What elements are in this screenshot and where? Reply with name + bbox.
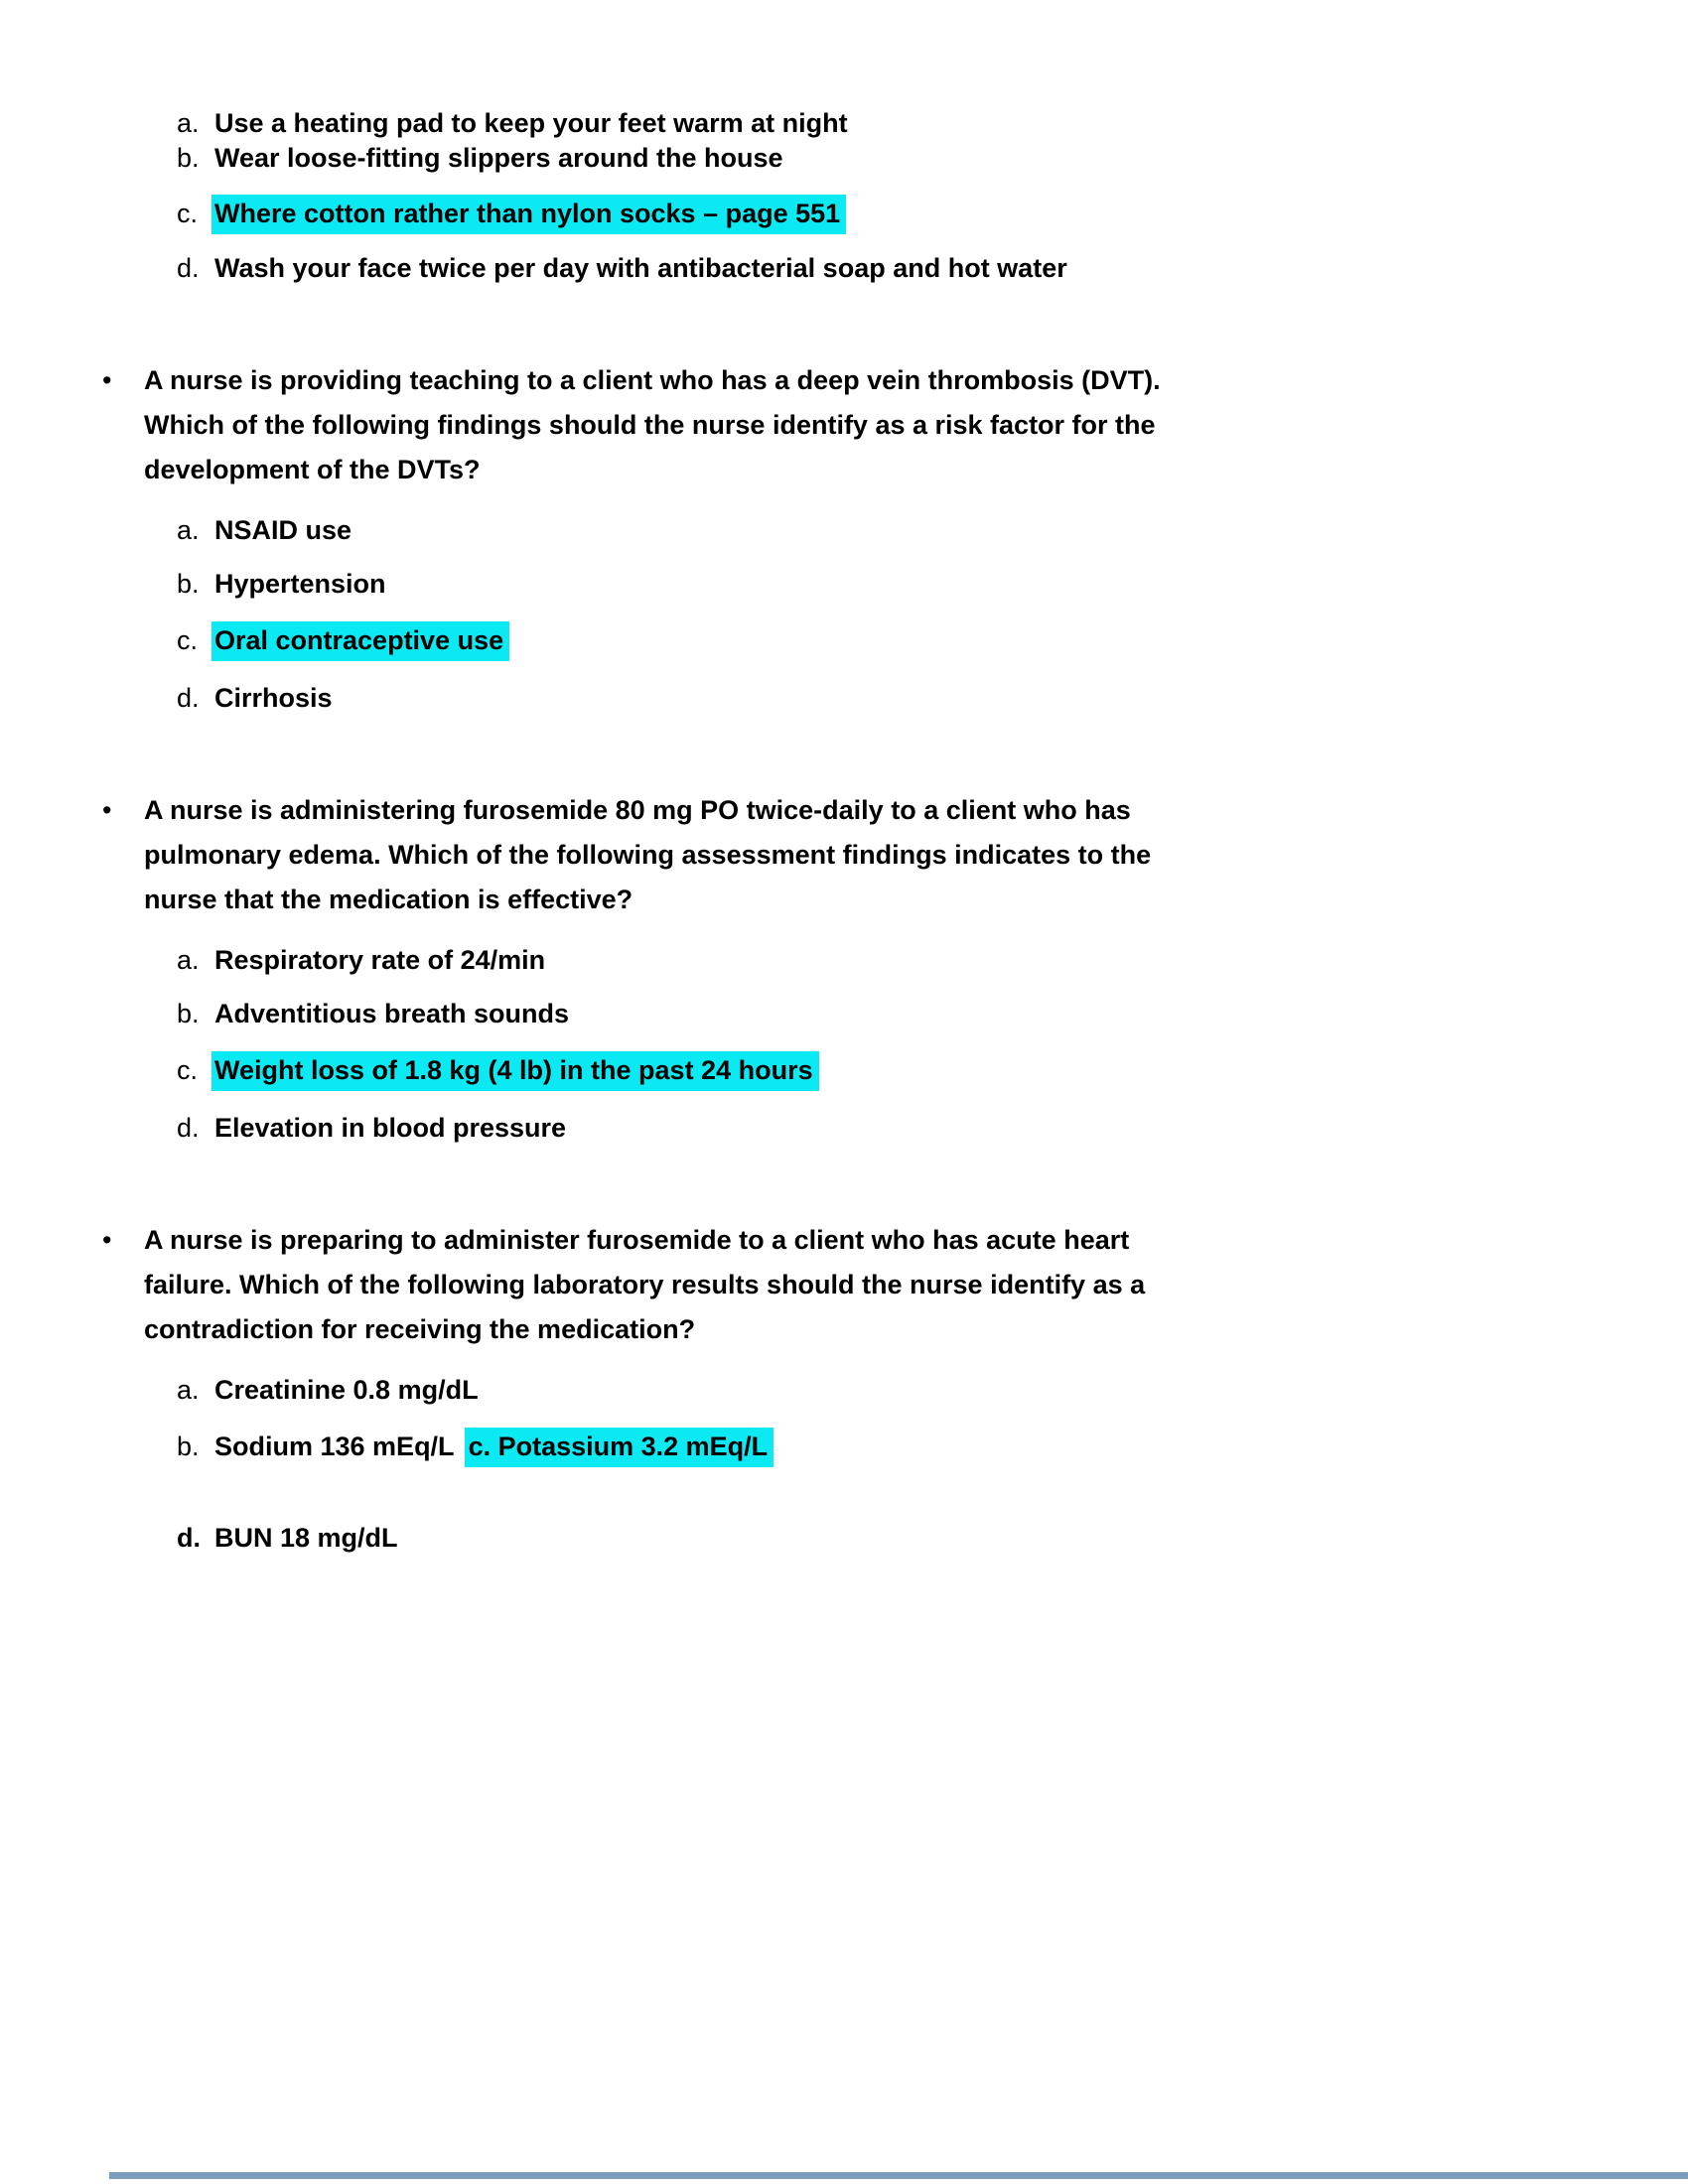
option-text: BUN 18 mg/dL xyxy=(214,1523,398,1553)
option-text: Respiratory rate of 24/min xyxy=(214,945,546,975)
answer-option xyxy=(177,682,1688,715)
option-text: Creatinine 0.8 mg/dL xyxy=(214,1375,479,1405)
question-line: Which of the following findings should the nurse identify as a risk factor for the xyxy=(144,410,1156,440)
answer-option xyxy=(177,944,1688,977)
option-letter: b. xyxy=(177,569,200,599)
answer-option xyxy=(177,568,1688,601)
answer-option xyxy=(177,252,1688,285)
option-text-highlighted: Where cotton rather than nylon socks – page 551 xyxy=(211,195,846,234)
option-letter: d. xyxy=(177,1523,201,1553)
option-letter: a. xyxy=(177,515,200,545)
option-list xyxy=(0,514,1688,715)
bullet-icon: • xyxy=(102,1225,112,1255)
option-list xyxy=(0,1374,1688,1555)
option-letter: a. xyxy=(177,1375,200,1405)
option-letter: c. xyxy=(177,1055,199,1085)
option-letter: d. xyxy=(177,1113,200,1143)
question-line: A nurse is preparing to administer furosemide to a client who has acute heart xyxy=(144,1225,1130,1255)
question-line: development of the DVTs? xyxy=(144,455,481,484)
option-text: Wash your face twice per day with antibacterial soap and hot water xyxy=(214,253,1067,283)
answer-option xyxy=(177,1051,1688,1091)
option-text-highlighted: c. Potassium 3.2 mEq/L xyxy=(465,1428,774,1467)
answer-option xyxy=(177,621,1688,661)
answer-option xyxy=(177,514,1688,547)
option-text-highlighted: Weight loss of 1.8 kg (4 lb) in the past 24 hours xyxy=(211,1051,819,1091)
option-letter: a. xyxy=(177,108,200,138)
option-list xyxy=(0,944,1688,1145)
intro-option-list xyxy=(0,107,1688,285)
option-text: Sodium 136 mEq/L xyxy=(214,1432,455,1461)
page-divider-bar xyxy=(109,2172,1688,2179)
option-text-highlighted: Oral contraceptive use xyxy=(211,621,509,661)
option-letter: b. xyxy=(177,999,200,1028)
option-text: NSAID use xyxy=(214,515,352,545)
option-letter: c. xyxy=(177,199,199,228)
bullet-icon: • xyxy=(102,365,112,395)
answer-option xyxy=(177,1522,1688,1555)
answer-option xyxy=(177,1374,1688,1407)
option-text: Cirrhosis xyxy=(214,683,333,713)
question-item xyxy=(0,1218,1688,1555)
option-letter: d. xyxy=(177,253,200,283)
answer-option xyxy=(177,1112,1688,1145)
option-text: Adventitious breath sounds xyxy=(214,999,570,1028)
question-line: failure. Which of the following laboratory results should the nurse identify as a xyxy=(144,1270,1146,1299)
question-line: contradiction for receiving the medication? xyxy=(144,1314,696,1344)
answer-option xyxy=(177,195,1688,234)
question-line: pulmonary edema. Which of the following assessment findings indicates to the xyxy=(144,840,1152,870)
answer-option xyxy=(177,1428,1688,1467)
question-line: A nurse is providing teaching to a client who has a deep vein thrombosis (DVT). xyxy=(144,365,1161,395)
bullet-icon: • xyxy=(102,795,112,825)
option-letter: a. xyxy=(177,945,200,975)
answer-option xyxy=(177,107,1688,140)
option-text: Elevation in blood pressure xyxy=(214,1113,567,1143)
question-line: nurse that the medication is effective? xyxy=(144,885,633,914)
option-letter: b. xyxy=(177,143,200,173)
question-line: A nurse is administering furosemide 80 mg PO twice-daily to a client who has xyxy=(144,795,1131,825)
question-item xyxy=(0,788,1688,1145)
option-text: Hypertension xyxy=(214,569,386,599)
option-text: Wear loose-fitting slippers around the house xyxy=(214,143,783,173)
option-letter: b. xyxy=(177,1432,200,1461)
answer-option xyxy=(177,998,1688,1030)
option-text: Use a heating pad to keep your feet warm at night xyxy=(214,108,848,138)
question-item xyxy=(0,358,1688,715)
answer-option xyxy=(177,142,1688,175)
option-letter: d. xyxy=(177,683,200,713)
option-letter: c. xyxy=(177,625,199,655)
